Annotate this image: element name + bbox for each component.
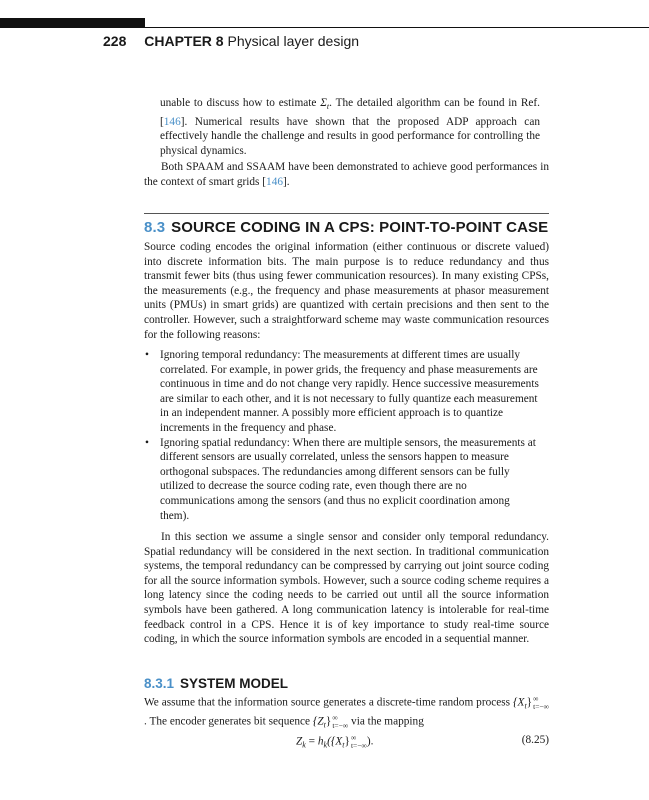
- reasons-list: [144, 348, 549, 523]
- list-item: • Ignoring temporal redundancy: The measurements at different times are usually correlated. For example, in power grids, the frequency and phase measurements are continuous in time and do not change very rapidly. Hence successive measurements are similar to each other, and it is not necessary to fully quantize each measurement in an independent manner. A possibly more efficient approach is to quantize increments in the frequency and phase.: [145, 349, 539, 434]
- citation-link[interactable]: 146: [163, 115, 181, 128]
- header-bar: [0, 18, 145, 28]
- citation-link[interactable]: 146: [266, 175, 283, 188]
- chapter-title: Physical layer design: [227, 33, 360, 49]
- subsection-title: SYSTEM MODEL: [180, 676, 289, 691]
- section-heading: [144, 219, 548, 236]
- chapter-label: CHAPTER 8: [144, 33, 224, 49]
- subsection-number: 8.3.1: [144, 676, 175, 691]
- subsection-paragraph-1: We assume that the information source generates a discrete-time random process $\{X_t\}\infty$ t=−∞. The encoder generates bit sequence $\{Z_t\}\infty$ t=−∞ via the mapping: [144, 694, 549, 731]
- subsection-heading: [144, 676, 288, 691]
- section-rule: [144, 213, 549, 214]
- intro-paragraph-2: Both SPAAM and SSAAM have been demonstrated to achieve good performances in the context of smart grids [146].: [144, 161, 549, 188]
- section-title: SOURCE CODING IN A CPS: POINT-TO-POINT CASE: [171, 219, 549, 236]
- list-item: • Ignoring spatial redundancy: When there are multiple sensors, the measurements at different sensors are usually correlated, unless the sensors happen to measure orthogonal subspaces. The redundancies among different sensors can be fully utilized to decrease the source coding rate, even though there are no communications among the sensors (and thus no explicit coordination among them).: [145, 436, 536, 522]
- section-paragraph-2: In this section we assume a single sensor and consider only temporal redundancy. Spatial redundancy will be considered in the next section. In traditional communication systems, the temporal redundancy can be compressed by carrying out joint source coding for all the source information symbols. However, such a source coding scheme requires a long latency since the coding needs to be carried out until all the source information symbols have been gathered. A long communication latency is intolerable for real-time feedback control in a CPS. Hence it is of key importance to study real-time source coding, in which the source information symbols are encoded in a sequential manner.: [144, 531, 549, 646]
- equation-body: $Z_k = h_k(\{X_t\}\infty$ t=−∞).: [296, 733, 374, 750]
- equation-number: (8.25): [521, 734, 549, 746]
- intro-paragraph-1: unable to discuss how to estimate $\Sigma_t$. The detailed algorithm can be found in Ref. [146]. Numerical results have shown that the proposed ADP approach can effectively handle the challenge and results in good performance for controlling the physical dynamics.: [160, 97, 540, 157]
- equation-8-25: [144, 734, 549, 752]
- running-head: [103, 33, 359, 49]
- section-number: 8.3: [144, 219, 166, 236]
- section-paragraph-1: Source coding encodes the original information (either continuous or discrete valued) into discrete information bits. The main purpose is to reduce redundancy and thus transmit fewer bits (thus using fewer communication resources). In many existing CPSs, the measurements (e.g., the frequency and phase measurements at phasor measurement units (PMUs) in smart grids) are quantized with certain precisions and then sent to the controller. However, such a straightforward scheme may waste communication resources for the following reasons:: [144, 241, 549, 341]
- page-number: 228: [103, 33, 127, 49]
- header-rule: [145, 27, 649, 28]
